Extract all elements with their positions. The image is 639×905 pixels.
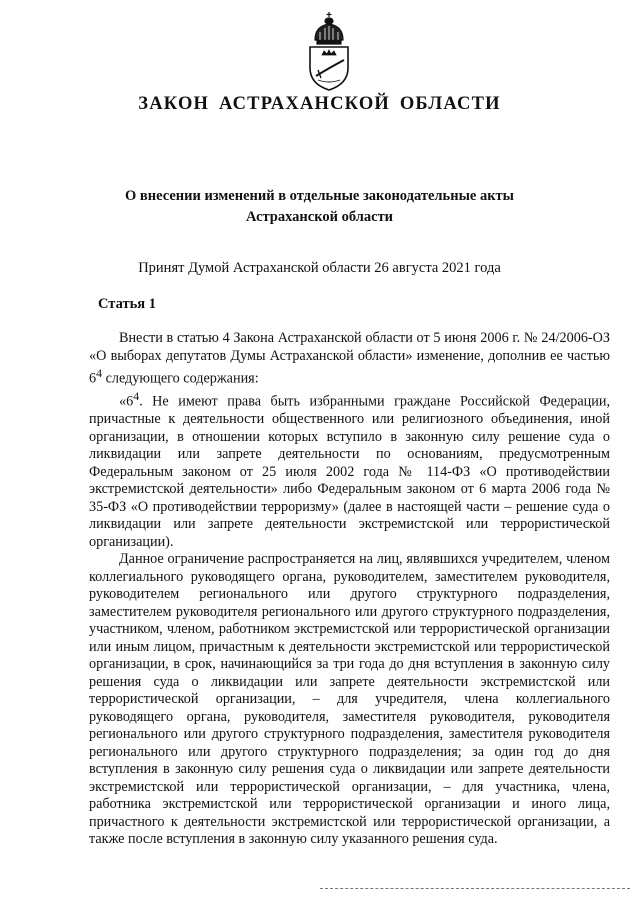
article-restriction-paragraph: Данное ограничение распространяется на лиц, являвшихся учредителем, членом коллегиального руководящего органа, руководителем, заместителем руководителя, руководителем регионального или другого структурного подразделения, заместителем руководителя регионального или другого структурного подразделения, участником, членом, работником экстремистской или террористической организации или иным лицом, причастным к деятельности экстремистской или террористической организации, в срок, начинающийся за три года до дня вступления в законную силу решения суда о ликвидации или запрете деятельности экстремистской или террористической организации, – для учредителя, члена коллегиального руководящего органа, руководителя, заместителя руководителя, руководителя регионального или другого структурного подразделения, заместителя руководителя регионального или другого структурного подразделения; за один год до дня вступления в законную силу решения суда о ликвидации или запрете деятельности экстремистской или террористической организации, – для участника, члена, работника экстремистской или террористической организации и иного лица, причастного к деятельности экстремистской или террористической организации, а также после вступления в законную силу указанного решения суда. — [89, 551, 610, 848]
article-intro-paragraph: Внести в статью 4 Закона Астраханской области от 5 июня 2006 г. № 24/2006-ОЗ «О выборах депутатов Думы Астраханской области» изменение, дополнив ее частью $6^4$ следующего содержания: — [89, 330, 610, 387]
law-subject — [0, 186, 639, 228]
article-body — [89, 330, 610, 849]
adoption-line: Принят Думой Астраханской области 26 августа 2021 года — [138, 260, 501, 276]
coat-of-arms-icon — [300, 10, 358, 92]
subject-line-1: О внесении изменений в отдельные законодательные акты — [125, 188, 514, 204]
article-title: Статья 1 — [98, 296, 156, 312]
subject-line-2: Астраханской области — [245, 209, 394, 225]
page-bottom-rule — [320, 888, 630, 889]
law-title: ЗАКОН АСТРАХАНСКОЙ ОБЛАСТИ — [138, 94, 501, 114]
article-part-paragraph: «$6^4$. Не имеют права быть избранными граждане Российской Федерации, причастные к деятельности общественного или религиозного объединения, иной организации, в отношении которых вступило в законную силу решение суда о ликвидации или запрете деятельности по основаниям, предусмотренным Федеральным законом от 25 июля 2002 года № 114-ФЗ «О противодействии экстремистской деятельности» либо Федеральным законом от 6 марта 2006 года № 35-ФЗ «О противодействии терроризму» (далее в настоящей части – решение суда о ликвидации или запрете деятельности экстремистской или террористической организации). — [89, 389, 610, 550]
